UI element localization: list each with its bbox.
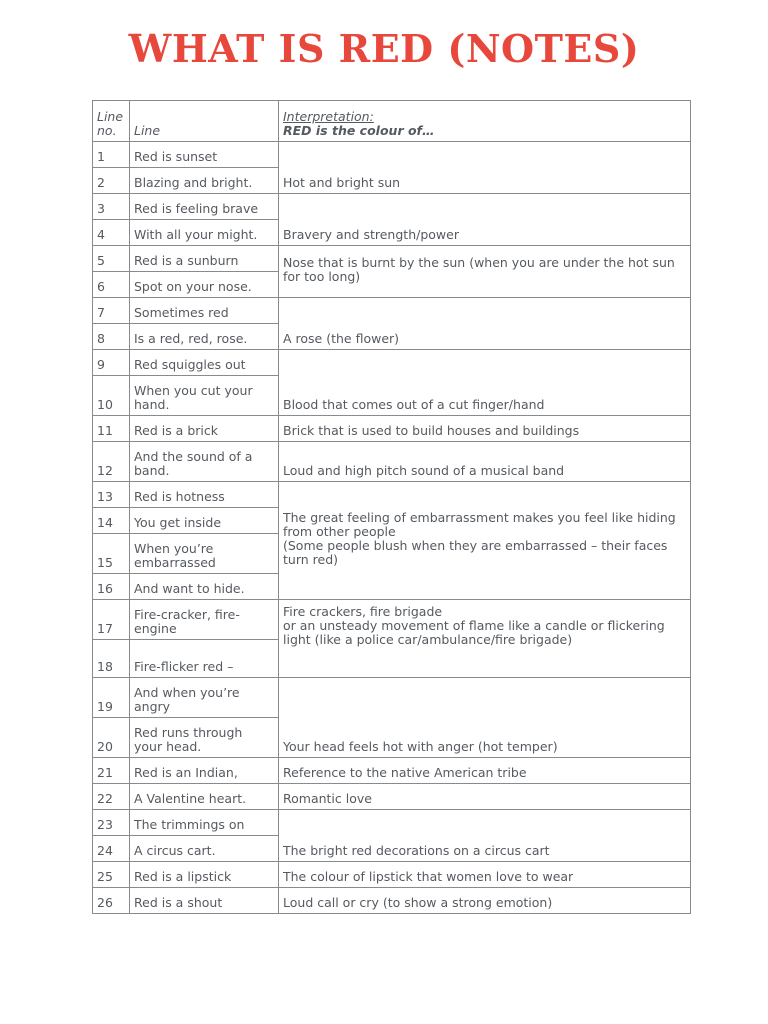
line-number: 14 — [93, 508, 130, 534]
table-row — [93, 246, 691, 272]
line-number: 5 — [93, 246, 130, 272]
poem-line: Red is feeling brave — [130, 194, 279, 220]
line-number: 20 — [93, 718, 130, 758]
table-row — [93, 416, 691, 442]
table-row — [93, 442, 691, 482]
table-row — [93, 142, 691, 168]
line-number: 4 — [93, 220, 130, 246]
poem-line: A Valentine heart. — [130, 784, 279, 810]
table-row — [93, 862, 691, 888]
table-row — [93, 678, 691, 718]
table-row — [93, 758, 691, 784]
poem-line: Spot on your nose. — [130, 272, 279, 298]
line-number: 3 — [93, 194, 130, 220]
line-number: 6 — [93, 272, 130, 298]
interpretation-cell: Bravery and strength/power — [279, 194, 691, 246]
poem-line: Is a red, red, rose. — [130, 324, 279, 350]
table-header-row — [93, 101, 691, 142]
line-number: 13 — [93, 482, 130, 508]
line-number: 22 — [93, 784, 130, 810]
header-line-no: Line no. — [93, 101, 130, 142]
line-number: 15 — [93, 534, 130, 574]
table-row — [93, 810, 691, 836]
line-number: 9 — [93, 350, 130, 376]
poem-line: You get inside — [130, 508, 279, 534]
interpretation-cell: The bright red decorations on a circus cart — [279, 810, 691, 862]
poem-line: With all your might. — [130, 220, 279, 246]
interpretation-cell: Reference to the native American tribe — [279, 758, 691, 784]
interpretation-cell: Blood that comes out of a cut finger/hand — [279, 350, 691, 416]
line-number: 12 — [93, 442, 130, 482]
interpretation-cell: Your head feels hot with anger (hot temper) — [279, 678, 691, 758]
poem-line: Sometimes red — [130, 298, 279, 324]
line-number: 2 — [93, 168, 130, 194]
poem-line: Blazing and bright. — [130, 168, 279, 194]
table-row — [93, 298, 691, 324]
header-interpretation-label: Interpretation: — [283, 109, 374, 124]
interpretation-cell: Romantic love — [279, 784, 691, 810]
poem-line: Red runs through your head. — [130, 718, 279, 758]
interpretation-cell: Nose that is burnt by the sun (when you are under the hot sun for too long) — [279, 246, 691, 298]
poem-line: Red is a shout — [130, 888, 279, 914]
poem-line: Red is sunset — [130, 142, 279, 168]
line-number: 18 — [93, 640, 130, 678]
header-interpretation — [279, 101, 691, 142]
line-number: 26 — [93, 888, 130, 914]
poem-line: Fire-flicker red – — [130, 640, 279, 678]
poem-line: Fire-cracker, fire-engine — [130, 600, 279, 640]
poem-line: The trimmings on — [130, 810, 279, 836]
line-number: 19 — [93, 678, 130, 718]
interpretation-cell: A rose (the flower) — [279, 298, 691, 350]
line-number: 7 — [93, 298, 130, 324]
table-row — [93, 482, 691, 508]
header-line: Line — [130, 101, 279, 142]
poem-line: Red is an Indian, — [130, 758, 279, 784]
table-row — [93, 350, 691, 376]
notes-table-container — [92, 100, 691, 914]
poem-line: And want to hide. — [130, 574, 279, 600]
poem-line: And when you’re angry — [130, 678, 279, 718]
line-number: 25 — [93, 862, 130, 888]
line-number: 17 — [93, 600, 130, 640]
table-row — [93, 600, 691, 640]
line-number: 8 — [93, 324, 130, 350]
poem-line: A circus cart. — [130, 836, 279, 862]
interpretation-cell: Loud and high pitch sound of a musical band — [279, 442, 691, 482]
interpretation-cell: The great feeling of embarrassment makes you feel like hiding from other people (Some people blush when they are embarrassed – their faces turn red) — [279, 482, 691, 600]
poem-line: Red is a brick — [130, 416, 279, 442]
header-interpretation-sub: RED is the colour of… — [283, 123, 435, 138]
line-number: 16 — [93, 574, 130, 600]
line-number: 11 — [93, 416, 130, 442]
notes-table — [92, 100, 691, 914]
line-number: 24 — [93, 836, 130, 862]
poem-line: Red squiggles out — [130, 350, 279, 376]
table-row — [93, 888, 691, 914]
interpretation-cell: The colour of lipstick that women love to wear — [279, 862, 691, 888]
line-number: 23 — [93, 810, 130, 836]
page-title: WHAT IS RED (NOTES) — [128, 26, 640, 71]
poem-line: When you’re embarrassed — [130, 534, 279, 574]
poem-line: Red is hotness — [130, 482, 279, 508]
line-number: 21 — [93, 758, 130, 784]
interpretation-cell: Loud call or cry (to show a strong emotion) — [279, 888, 691, 914]
interpretation-cell: Brick that is used to build houses and buildings — [279, 416, 691, 442]
interpretation-cell: Hot and bright sun — [279, 142, 691, 194]
interpretation-cell: Fire crackers, fire brigade or an unsteady movement of flame like a candle or flickering light (like a police car/ambulance/fire brigade) — [279, 600, 691, 678]
poem-line: When you cut your hand. — [130, 376, 279, 416]
poem-line: Red is a lipstick — [130, 862, 279, 888]
table-row — [93, 194, 691, 220]
table-row — [93, 784, 691, 810]
poem-line: And the sound of a band. — [130, 442, 279, 482]
line-number: 10 — [93, 376, 130, 416]
line-number: 1 — [93, 142, 130, 168]
poem-line: Red is a sunburn — [130, 246, 279, 272]
